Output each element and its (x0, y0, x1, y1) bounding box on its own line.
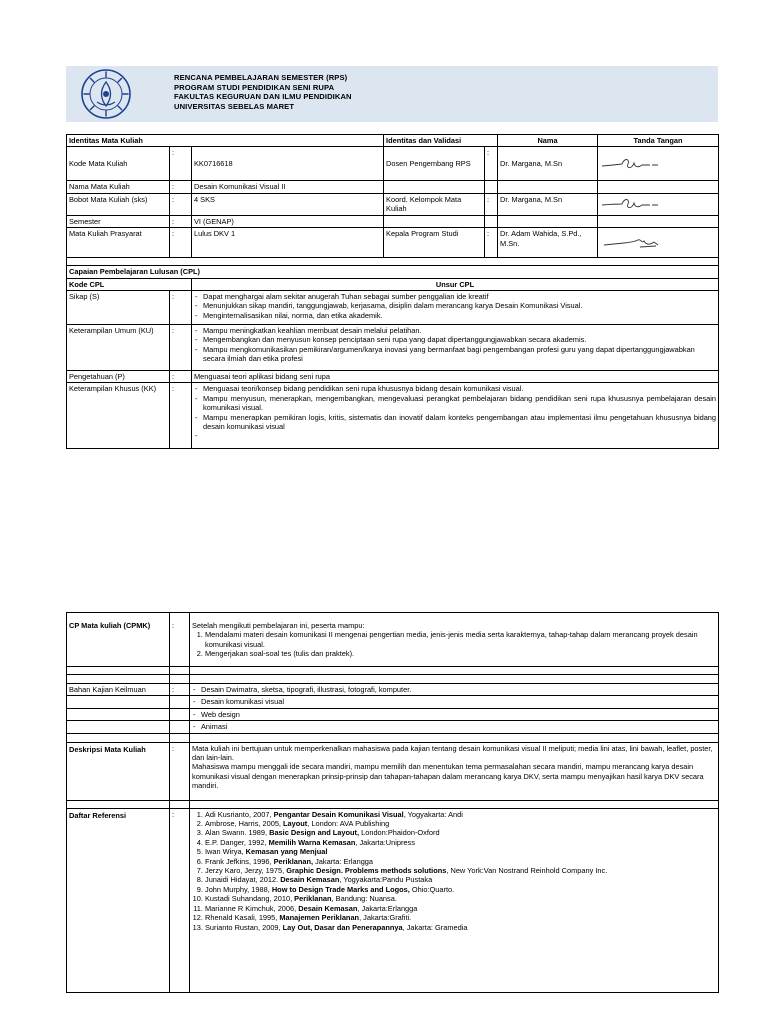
reference-bold: Memilih Warna Kemasan (268, 837, 356, 847)
colon: : (170, 291, 192, 325)
colon: : (485, 193, 498, 215)
list-item: - Mengembangkan dan menyusun konsep penciptaan seni rupa yang dapat dipertanggungjawabkan secara akademis. (194, 335, 716, 344)
reference-post: Ohio:Quarto. (409, 884, 455, 894)
document-title (174, 73, 352, 111)
title-line-1: RENCANA PEMBELAJARAN SEMESTER (RPS) (174, 73, 348, 82)
colon: : (170, 193, 192, 215)
cpl-unsur: Menguasai teori aplikasi bidang seni rupa (192, 371, 719, 383)
reference-item (205, 857, 716, 866)
reference-item (205, 913, 716, 922)
reference-item (205, 866, 716, 875)
list-item: - Menguasai teori/konsep bidang pendidikan seni rupa khususnya bidang desain komunikasi visual. (194, 384, 716, 393)
list-item: - Mampu menyusun, menerapkan, mengembangkan, mengevaluasi perangkat pembelajaran bidang pendidikan seni rupa khususnya pembelajaran desain komunikasi visual. (194, 394, 716, 413)
list-item: 2. Mengerjakan soal-soal tes (tulis dan praktek). (205, 649, 716, 658)
reference-pre: Marianne R Kimchuk, 2006, (205, 903, 299, 913)
reference-pre: Adi Kusrianto, 2007, (205, 809, 274, 819)
reference-bold: Desain Kemasan (280, 875, 340, 885)
document-header (66, 66, 718, 122)
list-item: 1. Mendalami materi desain komunikasi II mengenai pengertian media, jenis-jenis media serta karakternya, tahap-tahap dalam merancang proyek desain komunikasi visual. (205, 630, 716, 649)
row-value: VI (GENAP) (192, 215, 384, 227)
reference-pre: Alan Swann. 1989, (205, 828, 270, 838)
list-item: - Animasi (192, 722, 716, 731)
reference-post: , Jakarta:Unipress (355, 837, 415, 847)
reference-pre: Junaidi Hidayat, 2012. (205, 875, 281, 885)
unsur-cpl-header: Unsur CPL (192, 278, 719, 290)
reference-post: , Yogyakarta:Pandu Pustaka (339, 875, 433, 885)
title-line-4: UNIVERSITAS SEBELAS MARET (174, 101, 295, 111)
reference-item (205, 923, 716, 932)
reference-bold: Layout (283, 819, 308, 829)
role-label: Dosen Pengembang RPS (384, 147, 485, 181)
reference-post: , Jakarta:Grafiti. (359, 913, 412, 923)
role-label: Kepala Program Studi (384, 228, 485, 258)
cpl-unsur (192, 291, 719, 325)
row-value: 4 SKS (192, 193, 384, 215)
identitas-header: Identitas Mata Kuliah (67, 135, 384, 147)
reference-bold: Pengantar Desain Komunikasi Visual (273, 809, 404, 819)
identitas-cpl-table (66, 134, 719, 449)
reference-post: , Jakarta: Gramedia (402, 922, 468, 932)
title-line-3: FAKULTAS KEGURUAN DAN ILMU PENDIDIKAN (174, 92, 352, 102)
reference-bold: Desain Kemasan (298, 903, 358, 913)
reference-pre: Rhenald Kasali, 1995, (205, 913, 280, 923)
signature-icon (600, 157, 662, 171)
row-label: Nama Mata Kuliah (67, 181, 170, 193)
referensi-list (192, 810, 716, 932)
reference-item (205, 810, 716, 819)
cpl-kode: Keterampilan Khusus (KK) (67, 383, 170, 449)
reference-item (205, 885, 716, 894)
reference-post: , New York:Van Nostrand Reinhold Company Inc. (446, 866, 608, 876)
cpmk-table (66, 612, 719, 993)
colon: : (170, 147, 192, 181)
role-label: Koord. Kelompok Mata Kuliah (384, 193, 485, 215)
cpl-kode: Keterampilan Umum (KU) (67, 325, 170, 371)
reference-bold: Manajemen Periklanan (279, 913, 360, 923)
deskripsi-content (190, 742, 719, 800)
reference-pre: John Murphy, 1988, (205, 884, 272, 894)
cpl-title: Capaian Pembelajaran Lulusan (CPL) (67, 266, 719, 278)
colon: : (170, 325, 192, 371)
bahan-label: Bahan Kajian Keilmuan (67, 684, 170, 696)
reference-post: , Bandung: Nuansa. (331, 894, 397, 904)
referensi-label: Daftar Referensi (67, 808, 170, 992)
title-line-2: PROGRAM STUDI PENDIDIKAN SENI RUPA (174, 82, 335, 92)
reference-pre: Kustadi Suhandang, 2010, (205, 894, 295, 904)
deskripsi-label: Deskripsi Mata Kuliah (67, 742, 170, 800)
colon: : (170, 215, 192, 227)
reference-bold: How to Design Trade Marks and Logos, (271, 884, 410, 894)
cpl-kode: Pengetahuan (P) (67, 371, 170, 383)
colon: : (170, 613, 190, 667)
university-seal-icon (80, 68, 132, 120)
reference-pre: Jerzy Karo, Jerzy, 1975, (205, 866, 287, 876)
reference-post: Jakarta: Erlangga (313, 856, 374, 866)
colon: : (485, 228, 498, 258)
cpl-kode: Sikap (S) (67, 291, 170, 325)
row-label: Kode Mata Kuliah (67, 147, 170, 181)
list-item: - Menginternalisasikan nilai, norma, dan etika akademik. (194, 311, 716, 320)
list-item: - Mampu menerapkan pemikiran logis, kritis, sistematis dan inovatif dalam konteks pengembangan atau implementasi ilmu pengetahuan khususnya bidang desain komunikasi visual (194, 413, 716, 432)
list-item: - Web design (192, 710, 716, 719)
deskripsi-p2: Mahasiswa mampu menggali ide secara mandiri, mampu memilih dan menentukan tema permasalahan secara mandiri, mampu merancang karya desain komunikasi visual dengan menerapkan prinsip-prinsip dan tahapan-tahapan dalam merancang karya DKV, serta mampu menyajikan hasil karya DKV secara mandiri. (192, 762, 704, 791)
colon: : (170, 371, 192, 383)
reference-bold: Kemasan yang Menjual (245, 847, 328, 857)
list-item: - Mampu mengkomunikasikan pemikiran/argumen/karya inovasi yang bermanfaat bagi pengembangan profesi guru yang dapat dipertanggungjawabkan secara ilmiah dan etika profesi (194, 345, 716, 364)
nama-header: Nama (498, 135, 598, 147)
colon: : (170, 228, 192, 258)
colon: : (170, 808, 190, 992)
reference-post: , Yogyakarta: Andi (403, 809, 463, 819)
reference-bold: Lay Out, Dasar dan Penerapannya (282, 922, 403, 932)
reference-pre: Iwan Wirya, (205, 847, 246, 857)
list-item: - Desain Dwimatra, sketsa, tipografi, illustrasi, fotografi, komputer. (192, 685, 716, 694)
reference-pre: Frank Jefkins, 1996, (205, 856, 274, 866)
colon: : (170, 742, 190, 800)
colon: : (170, 684, 190, 696)
colon: : (485, 147, 498, 181)
cpmk-intro: Setelah mengikuti pembelajaran ini, peserta mampu: (192, 621, 365, 630)
reference-item (205, 875, 716, 884)
reference-bold: Periklanan, (273, 856, 314, 866)
signature-icon (600, 197, 662, 211)
deskripsi-p1: Mata kuliah ini bertujuan untuk memperkenalkan mahasiswa pada kajian tentang desain komunikasi visual II meliputi; media lini atas, lini bawah, leaflet, poster, dan lain-lain. (192, 743, 713, 763)
list-item: - Menunjukkan sikap mandiri, tanggungjawab, kerjasama, disiplin dalam merancang karya Desain Komunikasi Visual. (194, 301, 716, 310)
kode-cpl-header: Kode CPL (67, 278, 192, 290)
list-item: - Desain komunikasi visual (192, 697, 716, 706)
row-value: Lulus DKV 1 (192, 228, 384, 258)
reference-pre: E.P. Danger, 1992, (205, 837, 269, 847)
reference-pre: Surianto Rustan, 2009, (205, 922, 283, 932)
row-value: Desain Komunikasi Visual II (192, 181, 384, 193)
colon: : (170, 181, 192, 193)
row-value: KK0716618 (192, 147, 384, 181)
reference-item (205, 894, 716, 903)
reference-bold: Basic Design and Layout, (269, 828, 360, 838)
reference-item (205, 819, 716, 828)
reference-bold: Graphic Design. Problems methods solutions (286, 866, 447, 876)
reference-post: , Jakarta:Erlangga (357, 903, 418, 913)
nama-value: Dr. Margana, M.Sn (498, 147, 598, 181)
reference-item (205, 904, 716, 913)
list-item: - Dapat menghargai alam sekitar anugerah Tuhan sebagai sumber penggalian ide kreatif (194, 292, 716, 301)
cpmk-label: CP Mata kuliah (CPMK) (67, 613, 170, 667)
colon: : (170, 383, 192, 449)
signature-cell (598, 228, 719, 258)
nama-value: Dr. Adam Wahida, S.Pd., M.Sn. (498, 228, 598, 258)
cpl-unsur (192, 325, 719, 371)
reference-item (205, 828, 716, 837)
nama-value: Dr. Margana, M.Sn (498, 193, 598, 215)
signature-cell (598, 193, 719, 215)
signature-icon (600, 236, 662, 250)
ttd-header: Tanda Tangan (598, 135, 719, 147)
validasi-header: Identitas dan Validasi (384, 135, 498, 147)
reference-post: , London: AVA Publishing (307, 819, 390, 829)
cpmk-content (190, 613, 719, 667)
row-label: Semester (67, 215, 170, 227)
list-item: - Mampu meningkatkan keahlian membuat desain melalui pelatihan. (194, 326, 716, 335)
cpl-unsur (192, 383, 719, 449)
reference-item (205, 838, 716, 847)
reference-item (205, 847, 716, 856)
reference-bold: Periklanan (294, 894, 332, 904)
row-label: Bobot Mata Kuliah (sks) (67, 193, 170, 215)
row-label: Mata Kuliah Prasyarat (67, 228, 170, 258)
referensi-content (190, 808, 719, 992)
signature-cell (598, 147, 719, 181)
reference-pre: Ambrose, Harris, 2005, (205, 819, 284, 829)
reference-post: London:Phaidon-Oxford (359, 828, 440, 838)
